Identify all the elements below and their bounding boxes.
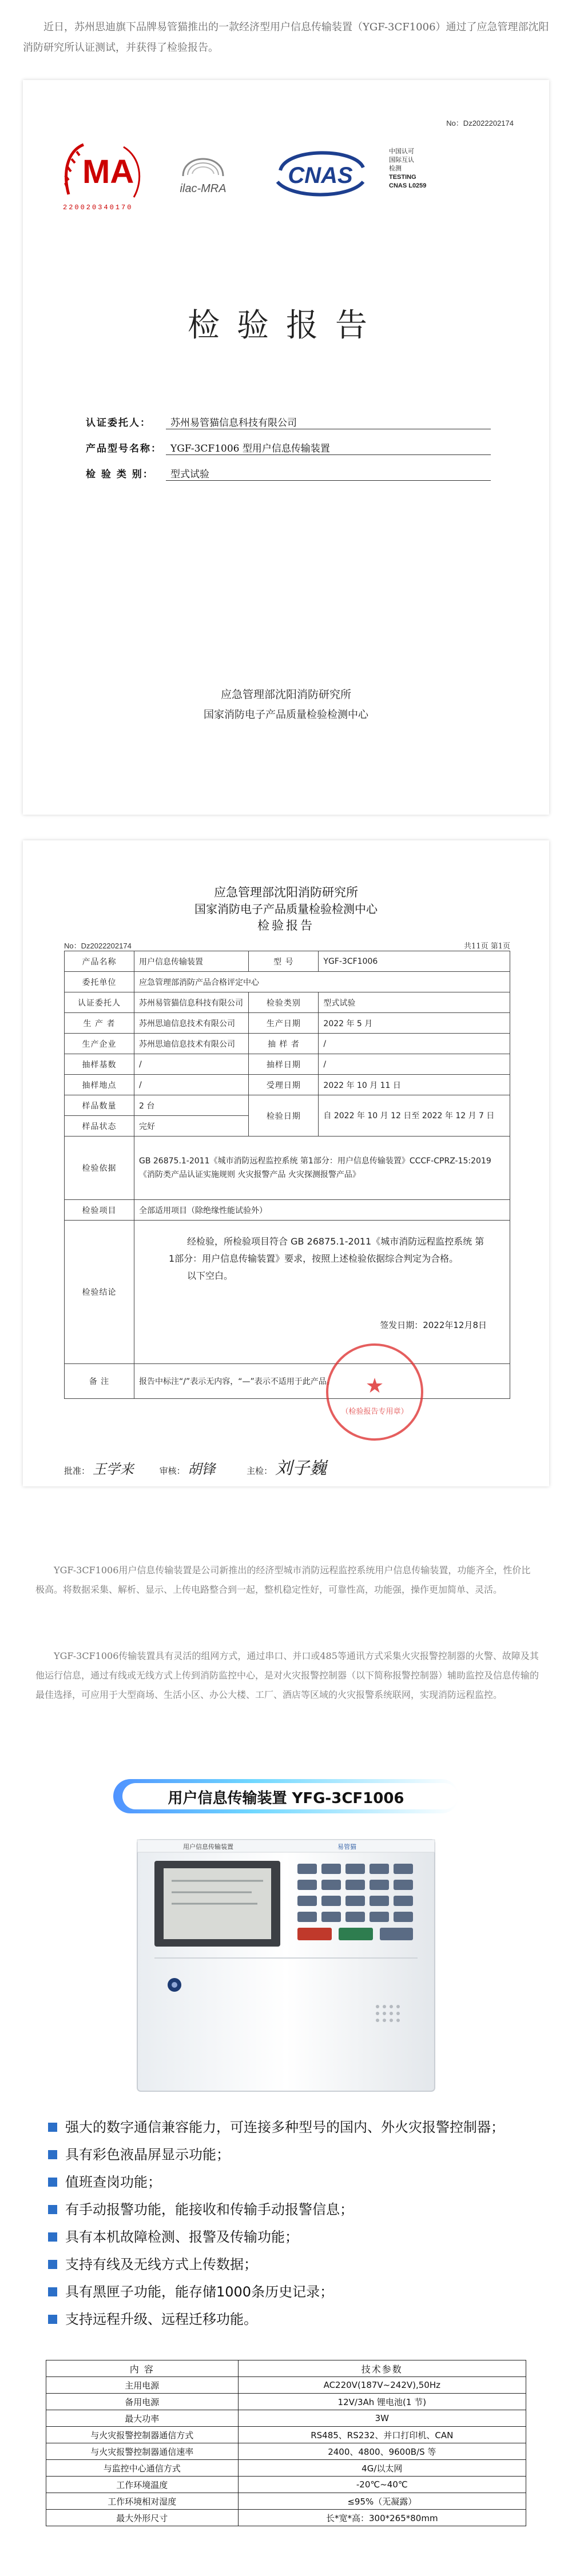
- cell-value: 完好: [134, 1116, 249, 1137]
- table-row: [46, 2493, 526, 2510]
- cell-label: 抽 样 者: [249, 1034, 319, 1054]
- table-row: [65, 1013, 510, 1034]
- list-item: 强大的数字通信兼容能力，可连接多种型号的国内、外火灾报警控制器；: [46, 2115, 538, 2139]
- column-header: 内 容: [46, 2360, 239, 2377]
- cover-field-type: [86, 466, 491, 481]
- spec-value: ≤95%（无凝露）: [238, 2493, 526, 2510]
- cma-logo-icon: [61, 140, 146, 203]
- list-item: 具有本机故障检测、报警及传输功能；: [46, 2225, 538, 2249]
- field-key: 认证委托人：: [86, 417, 151, 429]
- table-row: [46, 2377, 526, 2394]
- cell-value: /: [319, 1034, 510, 1054]
- form-header-institute: 应急管理部沈阳消防研究所: [214, 886, 358, 899]
- signature-row: [64, 1454, 327, 1479]
- cell-value: 2022 年 5 月: [319, 1013, 510, 1034]
- cnas-line: 检测: [389, 165, 402, 172]
- cell-label: 生产企业: [65, 1034, 134, 1054]
- field-value: 苏州易管猫信息科技有限公司: [166, 414, 491, 429]
- cell-label: 样品状态: [65, 1116, 134, 1137]
- approve-label: 批准：: [64, 1466, 90, 1476]
- spec-value: 2400、4800、9600B/S 等: [238, 2443, 526, 2460]
- table-row: [65, 1095, 510, 1116]
- cell-value: 2022 年 10 月 11 日: [319, 1075, 510, 1095]
- list-item: 支持远程升级、远程迁移功能。: [46, 2307, 538, 2331]
- cell-label: 产品名称: [65, 951, 134, 972]
- cnas-text-block: [389, 147, 426, 190]
- spec-value: 12V/3Ah 锂电池(1 节): [238, 2394, 526, 2410]
- cover-doc-number: No：Dz2022202174: [446, 119, 514, 127]
- list-item: 值班查岗功能；: [46, 2170, 538, 2194]
- table-row: [46, 2410, 526, 2427]
- cell-value: 苏州易管猫信息科技有限公司: [134, 992, 249, 1013]
- main-label: 主检：: [247, 1466, 273, 1476]
- cell-value: /: [134, 1054, 249, 1075]
- spec-value: AC220V(187V~242V),50Hz: [238, 2377, 526, 2394]
- conclusion-text: 经检验，所检验项目符合 GB 26875.1-2011《城市消防远程监控系统 第1部分：用户信息传输装置》要求，按照上述检验依据综合判定为合格。: [169, 1236, 484, 1264]
- field-key: 检 验 类 别：: [86, 469, 154, 480]
- spec-value: RS485、RS232、并口打印机、CAN: [238, 2427, 526, 2443]
- spec-name: 备用电源: [46, 2394, 239, 2410]
- table-row: [65, 951, 510, 972]
- cell-value: /: [134, 1075, 249, 1095]
- review-label: 审核：: [159, 1466, 185, 1476]
- cell-label: 备 注: [65, 1364, 134, 1399]
- cell-label: 检验依据: [65, 1137, 134, 1200]
- spec-name: 与火灾报警控制器通信方式: [46, 2427, 239, 2443]
- star-icon: ★: [365, 1374, 384, 1398]
- device-title: 用户信息传输装置: [183, 1843, 233, 1851]
- cell-value: 苏州思迪信息技术有限公司: [134, 1013, 249, 1034]
- seal-text: （检验报告专用章）: [341, 1407, 408, 1416]
- table-row: [46, 2460, 526, 2477]
- cell-label: 抽样地点: [65, 1075, 134, 1095]
- table-row: [65, 1200, 510, 1221]
- cnas-line: TESTING: [389, 174, 416, 181]
- table-row: [46, 2477, 526, 2493]
- table-row: [65, 1364, 510, 1399]
- spec-name: 与监控中心通信方式: [46, 2460, 239, 2477]
- form-header-title: 检验报告: [257, 919, 315, 932]
- table-row: [65, 1137, 510, 1200]
- table-row: [46, 2394, 526, 2410]
- cover-title: 检验报告: [188, 307, 384, 344]
- cnas-label: CNAS: [288, 163, 353, 188]
- field-value: YGF-3CF1006 型用户信息传输装置: [166, 440, 491, 455]
- cell-value: 全部适用项目（除绝缘性能试验外）: [134, 1200, 510, 1221]
- list-item: 有手动报警功能，能接收和传输手动报警信息；: [46, 2198, 538, 2222]
- spec-value: 长*宽*高：300*265*80mm: [238, 2510, 526, 2526]
- spec-name: 工作环境相对湿度: [46, 2493, 239, 2510]
- spec-table: [46, 2360, 526, 2526]
- cell-label: 受理日期: [249, 1075, 319, 1095]
- cover-field-model: [86, 440, 491, 455]
- cell-label: 样品数量: [65, 1095, 134, 1116]
- cnas-logo-icon: [263, 142, 378, 205]
- device-image: [114, 1835, 458, 2098]
- cell-value: GB 26875.1-2011《城市消防远程监控系统 第1部分：用户信息传输装置》CCCF-CPRZ-15:2019《消防类产品认证实施规则 火灾报警产品 火灾探测报警产品》: [134, 1137, 510, 1200]
- device-brand: 易管猫: [337, 1843, 356, 1851]
- cnas-line: CNAS L0259: [389, 182, 427, 189]
- field-value: 型式试验: [166, 466, 491, 481]
- cnas-line: 中国认可: [389, 148, 414, 155]
- table-row: [65, 972, 510, 992]
- svg-text:MA: MA: [82, 153, 134, 190]
- spec-value: 3W: [238, 2410, 526, 2427]
- main-signature: 刘子巍: [275, 1458, 327, 1478]
- feature-list: [46, 2115, 538, 2335]
- spec-name: 主用电源: [46, 2377, 239, 2394]
- blank-note: 以下空白。: [187, 1270, 233, 1281]
- table-row: [65, 1054, 510, 1075]
- spec-name: 最大功率: [46, 2410, 239, 2427]
- cell-value: 应急管理部消防产品合格评定中心: [134, 972, 510, 992]
- cover-lab-name: 应急管理部沈阳消防研究所: [220, 688, 351, 701]
- cell-label: 生产日期: [249, 1013, 319, 1034]
- spec-name: 与火灾报警控制器通信速率: [46, 2443, 239, 2460]
- form-doc-number: No：Dz2022202174: [64, 942, 132, 950]
- field-key: 产品型号名称：: [86, 443, 162, 454]
- cell-label: 检验日期: [249, 1095, 319, 1137]
- report-form-page: [23, 840, 549, 1486]
- cover-lab-center: 国家消防电子产品质量检验检测中心: [204, 709, 368, 721]
- product-banner: [113, 1779, 459, 1813]
- report-seal: [326, 1343, 423, 1441]
- cover-field-client: [86, 414, 491, 429]
- spec-name: 最大外形尺寸: [46, 2510, 239, 2526]
- banner-title: 用户信息传输装置 YFG-3CF1006: [168, 1790, 404, 1807]
- conclusion-cell: [134, 1221, 510, 1364]
- sign-date: 签发日期：2022年12月8日: [380, 1320, 487, 1330]
- form-header-center: 国家消防电子产品质量检验检测中心: [194, 902, 378, 916]
- cell-value: 报告中标注“/”表示无内容，“—”表示不适用于此产品。: [134, 1364, 510, 1399]
- cell-label: 检验类别: [249, 992, 319, 1013]
- table-row: [65, 992, 510, 1013]
- cell-value: 2 台: [134, 1095, 249, 1116]
- cell-value: 型式试验: [319, 992, 510, 1013]
- cell-label: 抽样基数: [65, 1054, 134, 1075]
- ilac-mra-logo-icon: [166, 142, 240, 205]
- ilac-label: ilac-MRA: [180, 182, 227, 195]
- cell-label: 抽样日期: [249, 1054, 319, 1075]
- intro-paragraph: 近日，苏州思迪旗下品牌易管猫推出的一款经济型用户信息传输装置（YGF-3CF1006）通过了应急管理部沈阳消防研究所认证测试，并获得了检验报告。: [23, 21, 549, 54]
- cell-label: 检验结论: [65, 1221, 134, 1364]
- cnas-line: 国际互认: [389, 157, 414, 164]
- cell-label: 型 号: [249, 951, 319, 972]
- list-item: 支持有线及无线方式上传数据；: [46, 2252, 538, 2276]
- report-cover-page: [23, 80, 549, 815]
- table-row: [65, 1221, 510, 1364]
- cell-value: 苏州思迪信息技术有限公司: [134, 1034, 249, 1054]
- desc-paragraph-1: YGF-3CF1006用户信息传输装置是公司新推出的经济型城市消防远程监控系统用户信息传输装置，功能齐全，性价比极高。将数据采集、解析、显示、上传电路整合到一起，整机稳定性好，可靠性高，功能强，操作更加简单、灵活。: [35, 1565, 531, 1595]
- table-header-row: [46, 2360, 526, 2377]
- approve-signature: 王学来: [92, 1461, 134, 1477]
- spec-name: 工作环境温度: [46, 2477, 239, 2493]
- report-table: [64, 951, 510, 1399]
- table-row: [46, 2443, 526, 2460]
- cell-value: /: [319, 1054, 510, 1075]
- cell-label: 生 产 者: [65, 1013, 134, 1034]
- spec-value: 4G/以太网: [238, 2460, 526, 2477]
- cma-number: 220020340170: [63, 204, 133, 212]
- form-page-count: 共11页 第1页: [464, 942, 510, 951]
- column-header: 技术参数: [238, 2360, 526, 2377]
- list-item: 具有黑匣子功能，能存储1000条历史记录；: [46, 2280, 538, 2304]
- cell-value: 用户信息传输装置: [134, 951, 249, 972]
- cell-label: 认证委托人: [65, 992, 134, 1013]
- cell-value: YGF-3CF1006: [319, 951, 510, 972]
- cell-label: 委托单位: [65, 972, 134, 992]
- cell-label: 检验项目: [65, 1200, 134, 1221]
- cell-value: 自 2022 年 10 月 12 日至 2022 年 12 月 7 日: [319, 1095, 510, 1137]
- review-signature: 胡锋: [188, 1461, 216, 1477]
- spec-value: -20℃~40℃: [238, 2477, 526, 2493]
- table-row: [46, 2510, 526, 2526]
- desc-paragraph-2: YGF-3CF1006传输装置具有灵活的组网方式，通过串口、并口或485等通讯方式采集火灾报警控制器的火警、故障及其他运行信息，通过有线或无线方式上传到消防监控中心，是对火灾报警控制器（以下简称报警控制器）辅助监控及信息传输的最佳选择，可应用于大型商场、生活小区、办公大楼、工厂、酒店等区域的火灾报警系统联网，实现消防远程监控。: [35, 1650, 539, 1700]
- table-row: [65, 1075, 510, 1095]
- table-row: [46, 2427, 526, 2443]
- table-row: [65, 1034, 510, 1054]
- list-item: 具有彩色液晶屏显示功能；: [46, 2143, 538, 2167]
